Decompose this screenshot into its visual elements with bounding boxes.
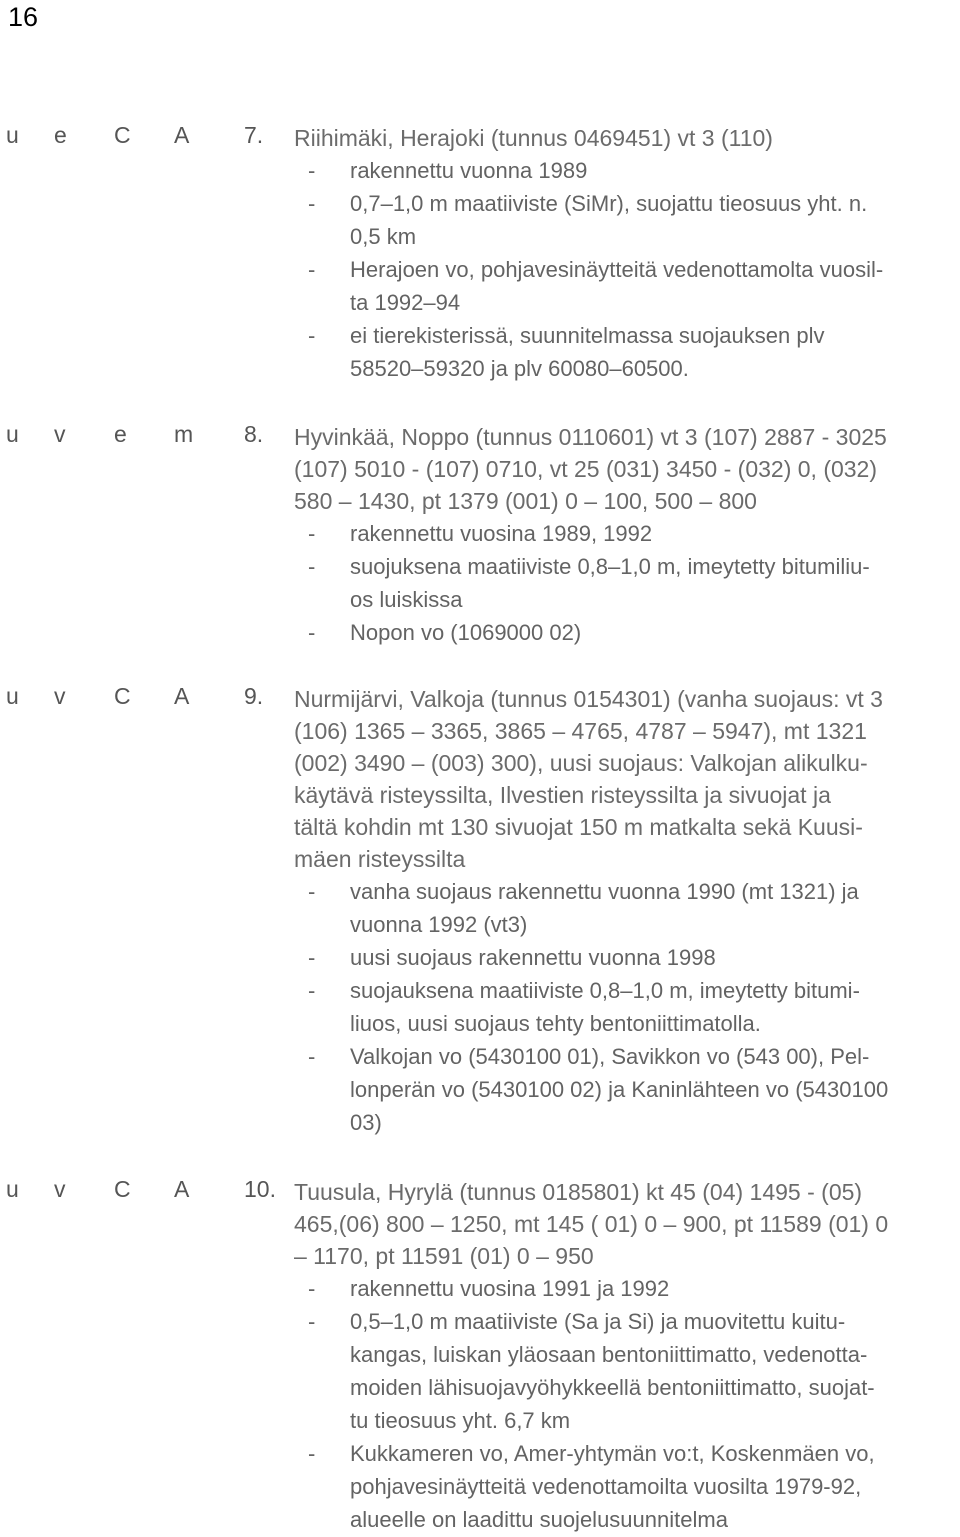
item-line: ta 1992–94	[350, 290, 461, 315]
dash-bullet: -	[308, 158, 316, 183]
class-code: u	[6, 1176, 19, 1202]
detail-list	[294, 1272, 960, 1536]
dash-bullet: -	[308, 1044, 316, 1069]
item-line: 0,5–1,0 m maatiiviste (Sa ja Si) ja muovitettu kuitu-	[350, 1309, 846, 1334]
item-line: vuonna 1992 (vt3)	[350, 912, 528, 937]
list-item	[294, 616, 960, 649]
item-line: os luiskissa	[350, 587, 463, 612]
class-code: u	[6, 122, 19, 148]
detail-list	[294, 154, 960, 385]
entry-title	[294, 122, 960, 154]
item-line: lonperän vo (5430100 02) ja Kaninlähteen vo (5430100	[350, 1077, 889, 1102]
list-item	[294, 1272, 960, 1305]
list-item	[294, 517, 960, 550]
title-line: – 1170, pt 11591 (01) 0 – 950	[294, 1243, 594, 1269]
title-line: (002) 3490 – (003) 300), uusi suojaus: Valkojan alikulku-	[294, 750, 868, 776]
item-line: rakennettu vuonna 1989	[350, 158, 588, 183]
item-line: pohjavesinäytteitä vedenottamoilta vuosilta 1979-92,	[350, 1474, 862, 1499]
class-code: u	[6, 683, 19, 709]
item-line: Nopon vo (1069000 02)	[350, 620, 582, 645]
item-line: suojauksena maatiiviste 0,8–1,0 m, imeytetty bitumi-	[350, 978, 860, 1003]
entry-number: 7.	[244, 122, 264, 148]
item-line: Herajoen vo, pohjavesinäytteitä vedenottamolta vuosil-	[350, 257, 884, 282]
title-line: Nurmijärvi, Valkoja (tunnus 0154301) (vanha suojaus: vt 3	[294, 686, 883, 712]
list-item	[294, 1305, 960, 1437]
class-code: A	[174, 122, 190, 148]
entry-title	[294, 683, 960, 875]
item-line: liuos, uusi suojaus tehty bentoniittimatolla.	[350, 1011, 761, 1036]
class-code: C	[114, 683, 131, 709]
dash-bullet: -	[308, 521, 316, 546]
dash-bullet: -	[308, 323, 316, 348]
dash-bullet: -	[308, 945, 316, 970]
title-line: Tuusula, Hyrylä (tunnus 0185801) kt 45 (04) 1495 - (05)	[294, 1179, 863, 1205]
item-line: alueelle on laadittu suojelusuunnitelma	[350, 1507, 728, 1532]
list-item	[294, 154, 960, 187]
title-line: (106) 1365 – 3365, 3865 – 4765, 4787 – 5947), mt 1321	[294, 718, 867, 744]
title-line: käytävä risteyssilta, Ilvestien risteyssilta ja sivuojat ja	[294, 782, 831, 808]
item-line: Valkojan vo (5430100 01), Savikkon vo (543 00), Pel-	[350, 1044, 870, 1069]
list-item	[294, 875, 960, 941]
list-item	[294, 253, 960, 319]
class-code: e	[54, 122, 67, 148]
class-code: A	[174, 1176, 190, 1202]
entry-number: 8.	[244, 421, 264, 447]
entry-number: 10.	[244, 1176, 276, 1202]
class-code: v	[54, 421, 66, 447]
item-line: suojuksena maatiiviste 0,8–1,0 m, imeytetty bitumiliu-	[350, 554, 870, 579]
entry-title	[294, 421, 960, 517]
title-line: mäen risteyssilta	[294, 846, 466, 872]
item-line: tu tieosuus yht. 6,7 km	[350, 1408, 571, 1433]
item-line: 0,5 km	[350, 224, 417, 249]
entry-9	[0, 683, 960, 1139]
detail-list	[294, 875, 960, 1139]
item-line: Kukkameren vo, Amer-yhtymän vo:t, Koskenmäen vo,	[350, 1441, 875, 1466]
list-item	[294, 941, 960, 974]
dash-bullet: -	[308, 1309, 316, 1334]
detail-list	[294, 517, 960, 649]
item-line: kangas, luiskan yläosaan bentoniittimatto, vedenotta-	[350, 1342, 868, 1367]
dash-bullet: -	[308, 620, 316, 645]
title-line: Riihimäki, Herajoki (tunnus 0469451) vt 3 (110)	[294, 125, 773, 151]
dash-bullet: -	[308, 191, 316, 216]
dash-bullet: -	[308, 257, 316, 282]
title-line: 580 – 1430, pt 1379 (001) 0 – 100, 500 – 800	[294, 488, 757, 514]
class-code: A	[174, 683, 190, 709]
class-code: v	[54, 1176, 66, 1202]
list-item	[294, 974, 960, 1040]
title-line: (107) 5010 - (107) 0710, vt 25 (031) 3450 - (032) 0, (032)	[294, 456, 878, 482]
item-line: uusi suojaus rakennettu vuonna 1998	[350, 945, 716, 970]
item-line: rakennettu vuosina 1989, 1992	[350, 521, 653, 546]
item-line: vanha suojaus rakennettu vuonna 1990 (mt 1321) ja	[350, 879, 859, 904]
list-item	[294, 1040, 960, 1139]
page-number: 16	[8, 2, 39, 32]
item-line: rakennettu vuosina 1991 ja 1992	[350, 1276, 670, 1301]
entry-7	[0, 122, 960, 385]
class-code: v	[54, 683, 66, 709]
title-line: Hyvinkää, Noppo (tunnus 0110601) vt 3 (107) 2887 - 3025	[294, 424, 887, 450]
item-line: ei tierekisterissä, suunnitelmassa suojauksen plv	[350, 323, 825, 348]
list-item	[294, 187, 960, 253]
list-item	[294, 319, 960, 385]
class-code: u	[6, 421, 19, 447]
class-code: m	[174, 421, 194, 447]
entry-8	[0, 421, 960, 649]
class-code: e	[114, 421, 127, 447]
dash-bullet: -	[308, 978, 316, 1003]
class-code: C	[114, 122, 131, 148]
item-line: 0,7–1,0 m maatiiviste (SiMr), suojattu tieosuus yht. n.	[350, 191, 868, 216]
dash-bullet: -	[308, 879, 316, 904]
entry-number: 9.	[244, 683, 264, 709]
item-line: 58520–59320 ja plv 60080–60500.	[350, 356, 689, 381]
list-item	[294, 1437, 960, 1536]
title-line: tältä kohdin mt 130 sivuojat 150 m matkalta sekä Kuusi-	[294, 814, 863, 840]
entry-10	[0, 1176, 960, 1536]
item-line: 03)	[350, 1110, 382, 1135]
entry-title	[294, 1176, 960, 1272]
title-line: 465,(06) 800 – 1250, mt 145 ( 01) 0 – 900, pt 11589 (01) 0	[294, 1211, 889, 1237]
list-item	[294, 550, 960, 616]
dash-bullet: -	[308, 1276, 316, 1301]
class-code: C	[114, 1176, 131, 1202]
item-line: moiden lähisuojavyöhykkeellä bentoniittimatto, suojat-	[350, 1375, 875, 1400]
dash-bullet: -	[308, 1441, 316, 1466]
dash-bullet: -	[308, 554, 316, 579]
